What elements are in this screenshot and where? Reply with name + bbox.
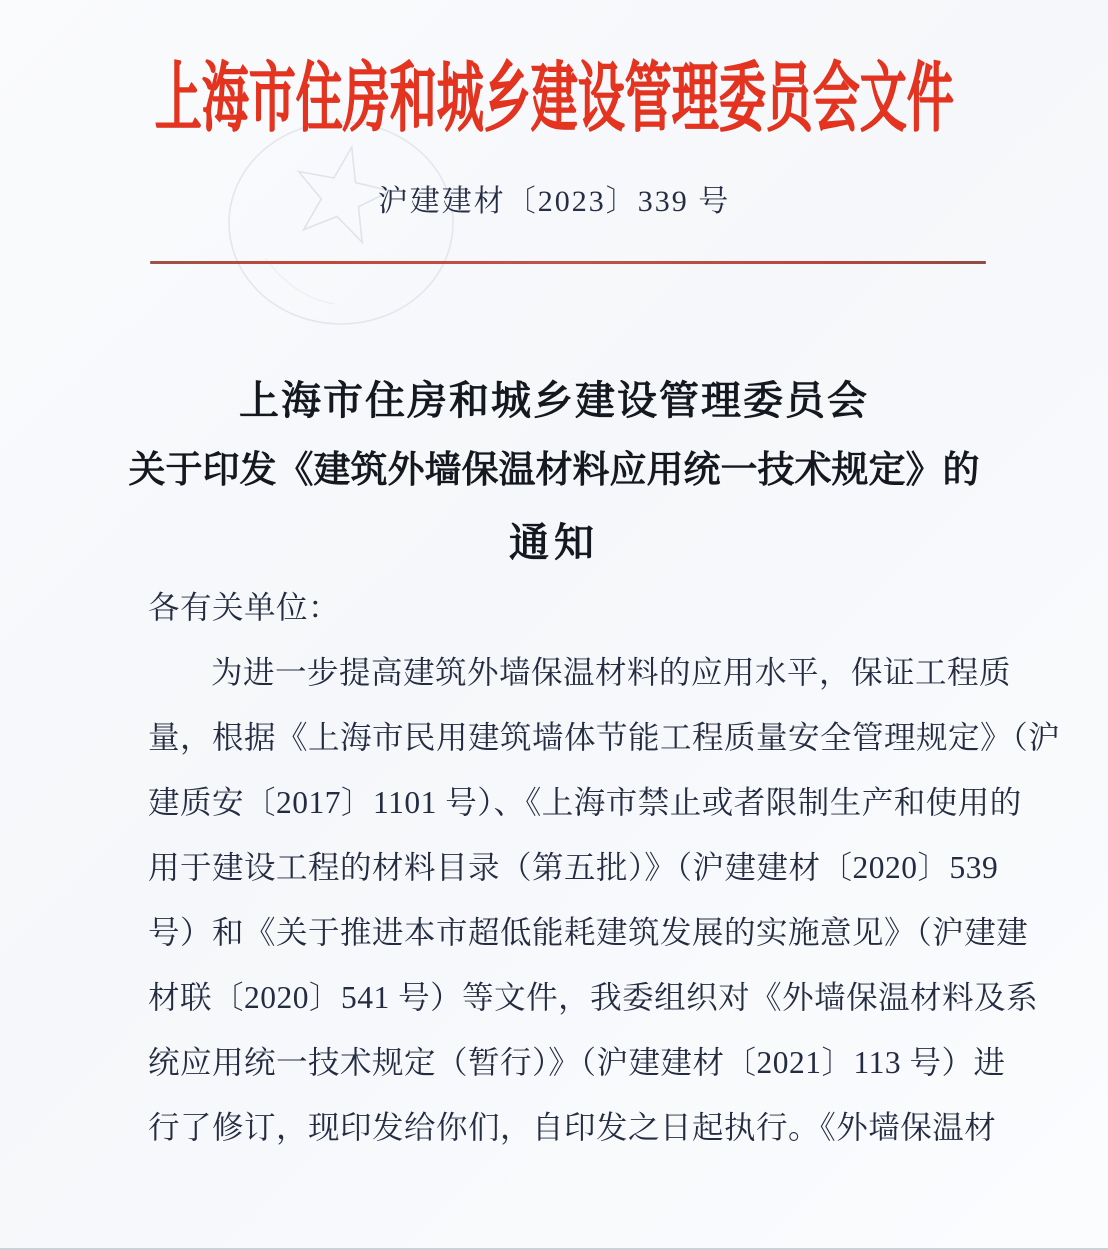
star-seal-watermark [225, 118, 457, 328]
org-banner-text: 上海市住房和城乡建设管理委员会文件 [154, 57, 954, 142]
doc-title-line1: 上海市住房和城乡建设管理委员会 [239, 378, 869, 423]
doc-number: 沪建建材〔2023〕339 号 [377, 185, 731, 218]
org-banner [0, 38, 1108, 142]
doc-title [0, 366, 1108, 580]
body-line: 统应用统一技术规定（暂行）》（沪建建材〔2021〕113 号）进 [148, 1045, 1006, 1080]
body-line: 为进一步提高建筑外墙保温材料的应用水平，保证工程质 [211, 655, 1012, 690]
body-line: 用于建设工程的材料目录（第五批）》（沪建建材〔2020〕539 [148, 850, 999, 885]
body-line: 量，根据《上海市民用建筑墙体节能工程质量安全管理规定》（沪 [148, 720, 1061, 755]
doc-body [148, 575, 1061, 1160]
salutation: 各有关单位： [148, 590, 341, 625]
body-line: 建质安〔2017〕1101 号）、《上海市禁止或者限制生产和使用的 [148, 785, 1022, 820]
body-line: 号）和《关于推进本市超低能耗建筑发展的实施意见》（沪建建 [148, 915, 1029, 950]
body-line: 行了修订，现印发给你们，自印发之日起执行。《外墙保温材 [148, 1110, 997, 1145]
doc-title-line3: 通知 [509, 520, 599, 565]
red-divider [150, 261, 986, 264]
doc-title-line2: 关于印发《建筑外墙保温材料应用统一技术规定》的 [128, 450, 980, 491]
star-icon [225, 118, 457, 328]
body-line: 材联〔2020〕541 号）等文件，我委组织对《外墙保温材料及系 [148, 980, 1039, 1015]
